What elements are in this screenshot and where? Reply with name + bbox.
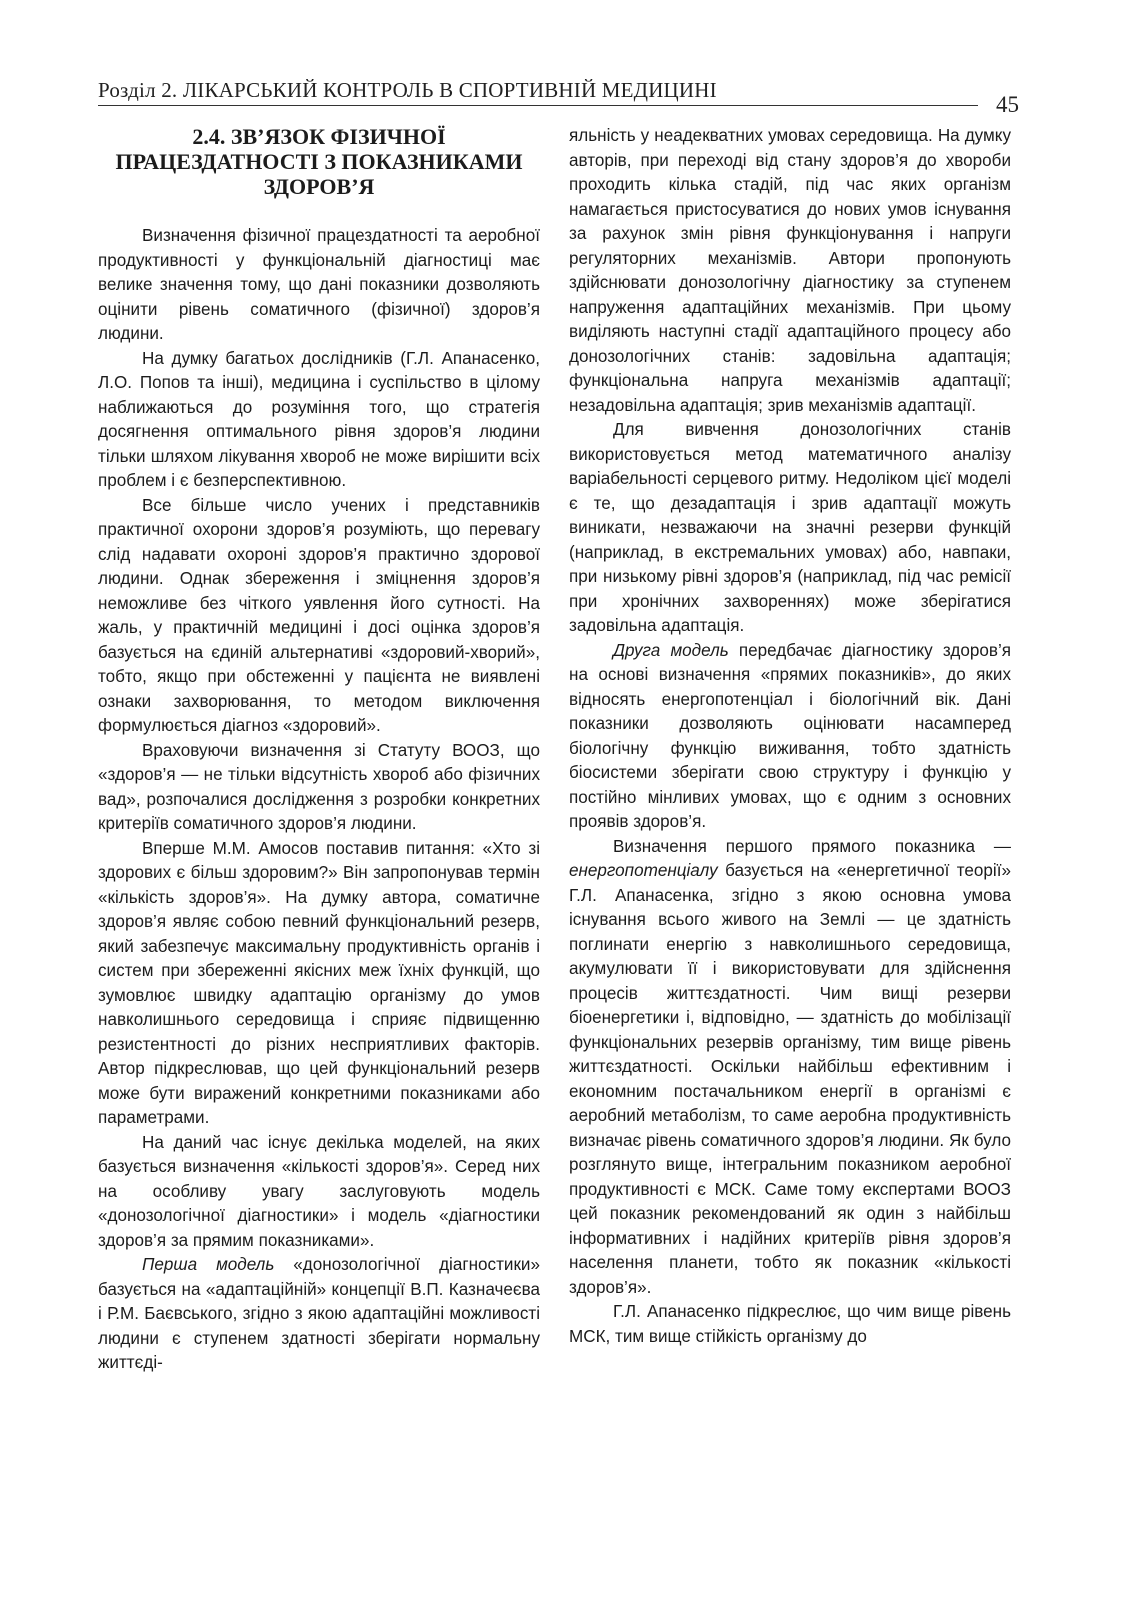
paragraph-text: передбачає діагностику здоров’я на основі визначення «прямих показників», до яких відносять енергопотенціал і біологічний вік. Дані показники дозволяють оцінювати насамперед біологічну функцію виживання, тобто здатність біосистеми зберігати свою структуру і функцію у постійно мінливих умовах, що є одним з основних проявів здоров’я. [569, 640, 1011, 831]
paragraph-text: Визначення першого прямого показника — [613, 836, 1011, 856]
paragraph: Визначення фізичної працездатності та аеробної продуктивності у функціональній діагностиці має велике значення тому, що дані показники дозволяють оцінити рівень соматичного (фізичної) здоров’я людини. [98, 226, 540, 343]
paragraph-text: «донозологічної діагностики» базується на «адаптаційній» концепції В.П. Казначеєва і Р.М. Баєвського, згідно з якою адаптаційні можливості людини є ступенем здатності зберігати нормальну життєді- [98, 1255, 540, 1372]
paragraph-energy-potential [569, 835, 1011, 1301]
paragraph: На даний час існує декілька моделей, на яких базується визначення «кількості здоров’я». Серед них на особливу увагу заслуговують модель «донозологічної діагностики» і модель «діагностики здоров’я за прямим показниками». [98, 1132, 540, 1250]
italic-term: Перша модель [142, 1255, 275, 1274]
paragraph-continuation: яльність у неадекватних умовах середовища. На думку авторів, при переході від стану здоров’я до хвороби проходить кілька стадій, під час яких організм намагається пристосуватися до нових умов існування за рахунок змін рівня функціонування і напруги регуляторних механізмів. Автори пропонують здійснювати донозологічну діагностику за ступенем напруження адаптаційних механізмів. При цьому виділяють наступні стадії адаптаційного процесу або донозологічних станів: задовільна адаптація; функціональна напруга механізмів адаптації; незадовільна адаптація; зрив механізмів адаптації. [569, 126, 1011, 415]
left-column [98, 124, 540, 1376]
italic-term: енергопотенціалу [569, 861, 718, 880]
right-column [569, 124, 1011, 1349]
paragraph: Все більше число учених і представників практичної охорони здоров’я розуміють, що перевагу слід надавати охороні здоров’я практично здорової людини. Однак збереження і зміцнення здоров’я неможливе без чіткого уявлення його сутності. На жаль, у практичній медицині і досі оцінка здоров’я базується на єдиній альтернативі «здоровий-хворий», тобто, якщо при обстеженні у пацієнта не виявлені ознаки захворювання, то методом виключення формулюється діагноз «здоровий». [98, 495, 540, 735]
section-title: 2.4. ЗВ’ЯЗОК ФІЗИЧНОЇ ПРАЦЕЗДАТНОСТІ З ПОКАЗНИКАМИ ЗДОРОВ’Я [115, 124, 523, 199]
running-head: Розділ 2. ЛІКАРСЬКИЙ КОНТРОЛЬ В СПОРТИВНІЙ МЕДИЦИНІ [98, 78, 717, 102]
header-rule [98, 105, 978, 106]
paragraph: На думку багатьох дослідників (Г.Л. Апанасенко, Л.О. Попов та інші), медицина і суспільство в цілому наближаються до розуміння того, що стратегія досягнення оптимального рівня здоров’я людини тільки шляхом лікування хвороб не може вирішити всіх проблем і є безперспективною. [98, 348, 540, 490]
italic-term: Друга модель [613, 640, 729, 660]
paragraph: Враховуючи визначення зі Статуту ВООЗ, що «здоров’я — не тільки відсутність хвороб або фізичних вад», розпочалися дослідження з розробки конкретних критеріїв соматичного здоров’я людини. [98, 740, 540, 833]
paragraph-second-model [569, 639, 1011, 835]
paragraph-first-model [98, 1253, 540, 1376]
paragraph: Г.Л. Апанасенко підкреслює, що чим вище рівень МСК, тим вище стійкість організму до [569, 1302, 1011, 1346]
paragraph: Вперше М.М. Амосов поставив питання: «Хто зі здорових є більш здоровим?» Він запропонував термін «кількість здоров’я». На думку автора, соматичне здоров’я являє собою певний функціональний резерв, який забезпечує максимальну продуктивність органів і систем при збереженні якісних меж їхніх функцій, що зумовлює швидку адаптацію організму до умов навколишнього середовища і сприяє підвищенню резистентності до різних несприятливих факторів. Автор підкреслював, що цей функціональний резерв може бути виражений конкретними показниками або параметрами. [98, 838, 540, 1127]
paragraph-text: базується на «енергетичної теорії» Г.Л. Апанасенка, згідно з якою основна умова існування всього живого на Землі — це здатність поглинати енергію з навколишнього середовища, акумулювати її і використовувати для здійснення процесів життєздатності. Чим вищі резерви біоенергетики і, відповідно, — здатність до мобілізації функціональних резервів організму, тим вище рівень життєздатності. Оскільки найбільш ефективним і економним постачальником енергії в організмі є аеробний метаболізм, то саме аеробна продуктивність визначає рівень соматичного здоров’я людини. Як було розглянуто вище, інтегральним показником аеробної продуктивності є МСК. Саме тому експертами ВООЗ цей показник рекомендований як один з найбільш інформативних і надійних критеріїв рівня здоров’я населення планети, тобто як показник «кількості здоров’я». [569, 861, 1011, 1297]
page-number: 45 [996, 92, 1019, 117]
paragraph: Для вивчення донозологічних станів використовується метод математичного аналізу варіабельності серцевого ритму. Недоліком цієї моделі є те, що дезадаптація і зрив адаптації можуть виникати, незважаючи на значні резерви функцій (наприклад, в екстремальних умовах) або, навпаки, при низькому рівні здоров’я (наприклад, під час ремісії при хронічних захвореннях) може зберігатися задовільна адаптація. [569, 420, 1011, 635]
